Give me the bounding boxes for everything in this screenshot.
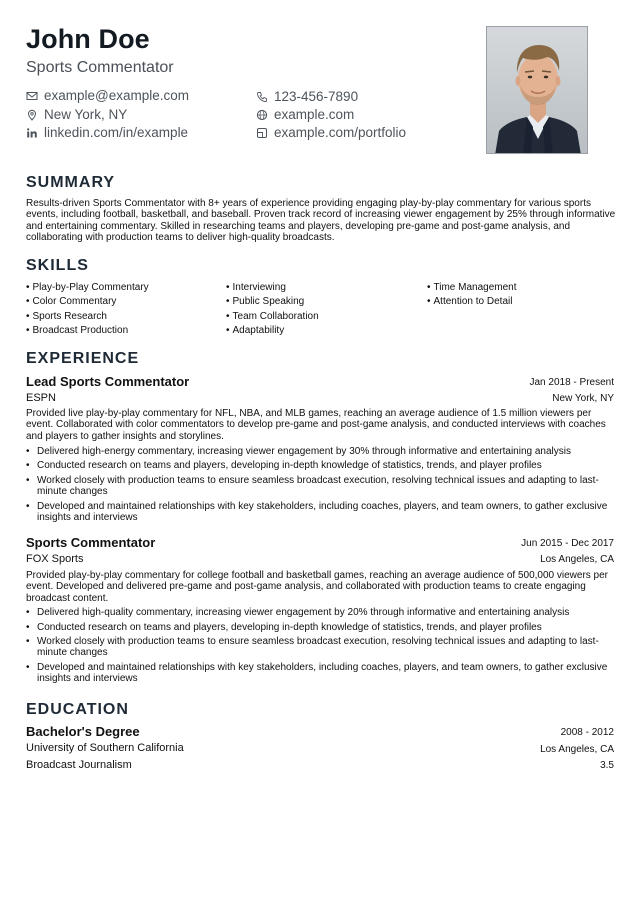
contact-location-text: New York, NY — [44, 107, 128, 122]
contact-email-text: example@example.com — [44, 88, 190, 103]
contact-portfolio-text: example.com/portfolio — [274, 125, 407, 140]
job-bullet-text: Developed and maintained relationships with key stakeholders, including coaches, players, and team owners, to gather exclusive insights and interviews — [37, 501, 608, 524]
job-location: New York, NY — [552, 393, 614, 404]
skill-item: • Public Speaking — [226, 296, 304, 307]
bullet-icon: • — [26, 636, 30, 647]
education-location: Los Angeles, CA — [540, 744, 614, 755]
contact-email[interactable] — [26, 88, 189, 103]
phone-icon — [256, 91, 268, 103]
contact-linkedin-text: linkedin.com/in/example — [44, 125, 189, 140]
bullet-icon: • — [26, 501, 30, 512]
job-company: ESPN — [26, 392, 56, 404]
summary-heading: SUMMARY — [26, 174, 116, 191]
skill-item: • Play-by-Play Commentary — [26, 282, 149, 293]
education-dates: 2008 - 2012 — [560, 727, 614, 738]
job-bullet-text: Delivered high-quality commentary, increasing viewer engagement by 20% through informative and entertaining analysis — [37, 607, 570, 618]
education-heading: EDUCATION — [26, 701, 129, 718]
profile-portrait-icon — [487, 27, 588, 154]
experience-heading: EXPERIENCE — [26, 350, 140, 367]
bullet-icon: • — [26, 622, 30, 633]
education-school: University of Southern California — [26, 742, 184, 754]
contact-phone-text: 123-456-7890 — [274, 89, 359, 104]
contact-location — [26, 107, 127, 122]
job-bullet-text: Developed and maintained relationships with key stakeholders, including coaches, players, and team owners, to gather exclusive insights and interviews — [37, 662, 608, 685]
bullet-icon: • — [26, 460, 30, 471]
skill-item: • Interviewing — [226, 282, 286, 293]
profile-photo — [486, 26, 588, 154]
skill-item: • Broadcast Production — [26, 325, 128, 336]
education-field: Broadcast Journalism — [26, 759, 132, 771]
job-bullet — [26, 501, 616, 524]
contact-linkedin[interactable] — [26, 125, 188, 140]
bullet-icon: • — [26, 446, 30, 457]
job-bullet — [26, 662, 616, 685]
job-bullet-text: Conducted research on teams and players, developing in-depth knowledge of statistics, trends, and player profiles — [37, 622, 542, 633]
contact-phone[interactable] — [256, 89, 358, 104]
job-bullet — [26, 446, 616, 457]
skill-item: • Adaptability — [226, 325, 284, 336]
job-company: FOX Sports — [26, 553, 84, 565]
portfolio-icon — [256, 127, 268, 139]
job-dates: Jun 2015 - Dec 2017 — [521, 538, 614, 549]
job-title: Sports Commentator — [26, 535, 156, 550]
skill-item: • Attention to Detail — [427, 296, 512, 307]
skills-heading: SKILLS — [26, 257, 89, 274]
contact-website-text: example.com — [274, 107, 355, 122]
skill-item: • Sports Research — [26, 311, 107, 322]
job-description: Provided live play-by-play commentary for NFL, NBA, and MLB games, reaching an average audience of 1.5 million viewers per event. Collaborated with color commentators to develop pre-game and post-game analysis, and conducted interviews with coaches and players to gather insights and storylines. — [26, 408, 606, 442]
contact-website[interactable] — [256, 107, 354, 122]
job-bullet-text: Worked closely with production teams to ensure seamless broadcast execution, resolving technical issues and adapting to last-minute changes — [37, 636, 599, 659]
job-bullet — [26, 622, 616, 633]
candidate-title: Sports Commentator — [26, 59, 174, 76]
education-gpa: 3.5 — [600, 760, 614, 771]
globe-icon — [256, 109, 268, 121]
location-pin-icon — [26, 109, 38, 121]
job-description: Provided play-by-play commentary for college football and basketball games, reaching an average audience of 500,000 viewers per event. Developed and delivered pre-game and post-game analysis, and collaborated with production teams to create engaging broadcast content. — [26, 570, 609, 604]
bullet-icon: • — [26, 607, 30, 618]
education-degree: Bachelor's Degree — [26, 724, 140, 739]
job-title: Lead Sports Commentator — [26, 374, 190, 389]
job-bullet — [26, 475, 616, 498]
contact-portfolio[interactable] — [256, 125, 406, 140]
job-bullet — [26, 460, 616, 471]
candidate-name: John Doe — [26, 24, 150, 54]
mail-icon — [26, 90, 38, 102]
skill-item: • Time Management — [427, 282, 517, 293]
bullet-icon: • — [26, 475, 30, 486]
job-bullet — [26, 607, 616, 618]
bullet-icon: • — [26, 662, 30, 673]
job-bullet-text: Conducted research on teams and players, developing in-depth knowledge of statistics, trends, and player profiles — [37, 460, 542, 471]
job-bullet-text: Delivered high-energy commentary, increasing viewer engagement by 30% through informative and entertaining analysis — [37, 446, 571, 457]
linkedin-icon — [26, 127, 38, 139]
skill-item: • Color Commentary — [26, 296, 116, 307]
summary-text: Results-driven Sports Commentator with 8+ years of experience providing engaging play-by-play commentary for various sports events, including football, basketball, and baseball. Proven track record of increasing viewer engagement by 25% through informative and entertaining commentary. Skilled in researching teams and players, developing pre-game and post-game analysis, and collaborating with production teams to deliver high-quality broadcasts. — [26, 198, 616, 244]
job-bullet — [26, 636, 616, 659]
job-bullet-text: Worked closely with production teams to ensure seamless broadcast execution, resolving technical issues and adapting to last-minute changes — [37, 475, 599, 498]
job-location: Los Angeles, CA — [540, 554, 614, 565]
job-dates: Jan 2018 - Present — [529, 377, 614, 388]
skill-item: • Team Collaboration — [226, 311, 319, 322]
